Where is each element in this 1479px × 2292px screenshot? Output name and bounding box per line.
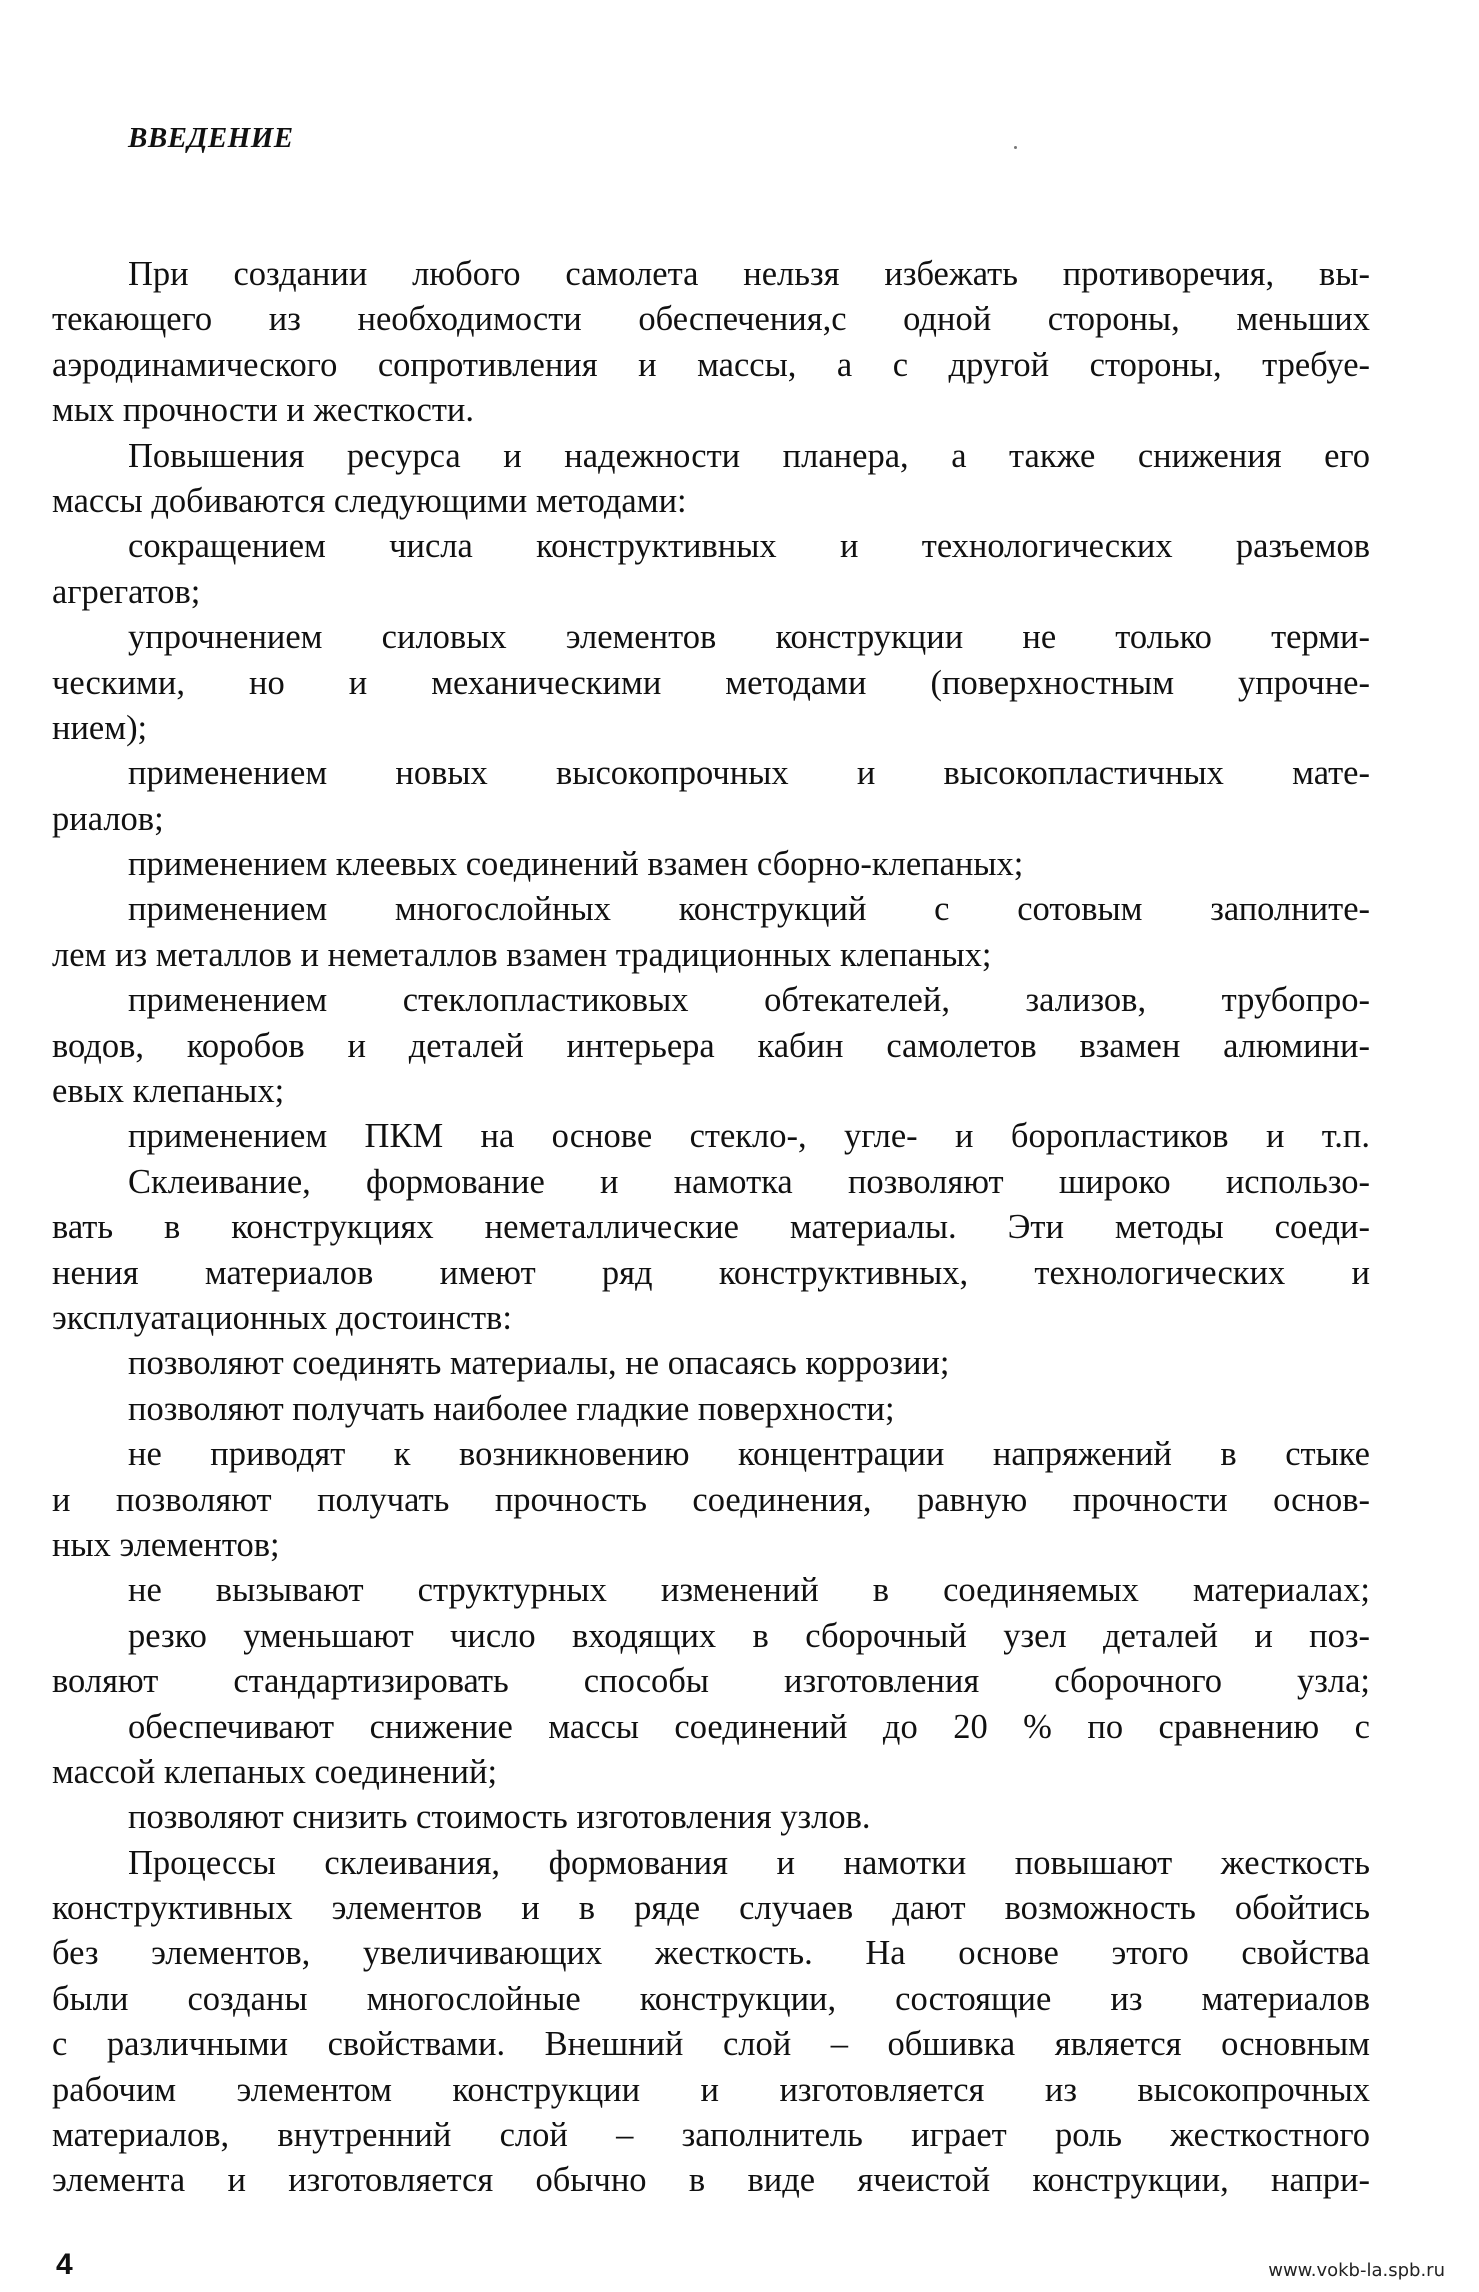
text-line: позволяют получать наиболее гладкие поверхности; (128, 1389, 895, 1428)
text-line: нения материалов имеют ряд конструктивных, технологических и (52, 1253, 1370, 1292)
text-line: материалов, внутренний слой – заполнитель играет роль жесткостного (52, 2116, 1370, 2155)
page-number: 4 (56, 2248, 73, 2281)
text-line: евых клепаных; (52, 1072, 285, 1111)
text-line: элемента и изготовляется обычно в виде ячеистой конструкции, напри- (52, 2161, 1370, 2200)
text-line: риалов; (52, 799, 164, 838)
text-line: вать в конструкциях неметаллические материалы. Эти методы соеди- (52, 1208, 1370, 1247)
text-line: позволяют снизить стоимость изготовления узлов. (128, 1798, 871, 1837)
section-heading: ВВЕДЕНИЕ (128, 122, 294, 154)
text-line: обеспечивают снижение массы соединений до 20 % по сравнению с (128, 1707, 1370, 1746)
text-line: лем из металлов и неметаллов взамен традиционных клепаных; (52, 935, 992, 974)
text-line: сокращением числа конструктивных и технологических разъемов (128, 527, 1370, 566)
text-line: были созданы многослойные конструкции, состоящие из материалов (52, 1979, 1370, 2018)
text-line: применением ПКМ на основе стекло-, угле- и боропластиков и т.п. (128, 1117, 1370, 1156)
text-line: применением клеевых соединений взамен сборно-клепаных; (128, 845, 1024, 884)
text-line: аэродинамического сопротивления и массы, а с другой стороны, требуе- (52, 345, 1370, 384)
text-line: позволяют соединять материалы, не опасаясь коррозии; (128, 1344, 950, 1383)
text-line: рабочим элементом конструкции и изготовляется из высокопрочных (52, 2070, 1370, 2109)
text-line: Повышения ресурса и надежности планера, а также снижения его (128, 436, 1370, 475)
text-line: воляют стандартизировать способы изготовления сборочного узла; (52, 1662, 1370, 1701)
text-line: применением стеклопластиковых обтекателей, зализов, трубопро- (128, 981, 1370, 1020)
text-line: эксплуатационных достоинств: (52, 1298, 512, 1337)
text-line: с различными свойствами. Внешний слой – обшивка является основным (52, 2025, 1370, 2064)
scan-speck (1014, 146, 1017, 149)
text-line: не приводят к возникновению концентрации напряжений в стыке (128, 1435, 1370, 1474)
text-line: применением новых высокопрочных и высокопластичных мате- (128, 754, 1370, 793)
text-line: водов, коробов и деталей интерьера кабин самолетов взамен алюмини- (52, 1026, 1370, 1065)
text-line: без элементов, увеличивающих жесткость. На основе этого свойства (52, 1934, 1370, 1973)
text-line: упрочнением силовых элементов конструкции не только терми- (128, 618, 1370, 657)
text-line: массы добиваются следующими методами: (52, 481, 687, 520)
text-line: ческими, но и механическими методами (поверхностным упрочне- (52, 663, 1370, 702)
text-line: массой клепаных соединений; (52, 1752, 498, 1791)
text-line: Процессы склеивания, формования и намотки повышают жесткость (128, 1843, 1370, 1882)
text-line: При создании любого самолета нельзя избежать противоречия, вы- (128, 255, 1370, 293)
text-line: резко уменьшают число входящих в сборочный узел деталей и поз- (128, 1616, 1370, 1655)
watermark-url: www.vokb-la.spb.ru (1268, 2260, 1445, 2281)
text-line: Склеивание, формование и намотка позволяют широко использо- (128, 1162, 1370, 1201)
text-line: мых прочности и жесткости. (52, 391, 474, 430)
text-line: ных элементов; (52, 1525, 280, 1564)
text-line: и позволяют получать прочность соединения, равную прочности основ- (52, 1480, 1370, 1519)
text-line: конструктивных элементов и в ряде случаев дают возможность обойтись (52, 1889, 1370, 1928)
text-line: текающего из необходимости обеспечения,с одной стороны, меньших (52, 300, 1370, 339)
text-line: применением многослойных конструкций с сотовым заполните- (128, 890, 1370, 929)
text-line: агрегатов; (52, 572, 201, 611)
text-line: нием); (52, 708, 148, 747)
body-text (52, 252, 1370, 2204)
text-line: не вызывают структурных изменений в соединяемых материалах; (128, 1571, 1370, 1610)
